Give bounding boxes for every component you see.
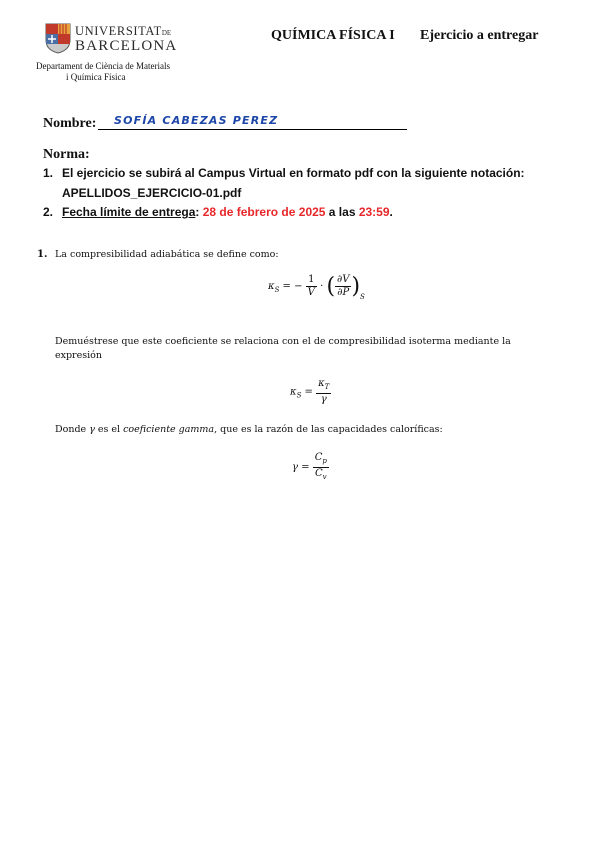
equation-compressibility-relation: $\kappa_S$ = $\frac{\kappa_T}{\gamma}$ (290, 378, 330, 405)
rule-1-text: El ejercicio se subirá al Campus Virtual en formato pdf con la siguiente notación: (62, 166, 525, 180)
equation-adiabatic-compressibility: $\kappa_S$ = − $\frac{1}{V}$ · ( $\frac{\partial V}{\partial P}$ )$_S$ (268, 274, 365, 301)
department-line-2: i Química Física (66, 72, 126, 82)
university-crest-icon (45, 22, 71, 54)
student-name: SOFÍA CABEZAS PEREZ (114, 114, 279, 127)
logo-line-1: UNIVERSITATDE (75, 24, 172, 38)
deadline-label: Fecha límite de entrega (62, 205, 196, 219)
rules-heading: Norma: (43, 147, 90, 162)
deadline-time: 23:59 (358, 205, 390, 219)
department-line-1: Departament de Ciència de Materials (36, 61, 170, 71)
gamma-definition-text: Donde γ es el coeficiente gamma, que es la razón de las capacidades caloríficas: (55, 424, 443, 435)
problem-number: 1. (37, 249, 48, 260)
rule-2-number: 2. (43, 205, 54, 219)
university-logo (45, 22, 178, 56)
equation-gamma: γ = $\frac{C_p}{C_v}$ (292, 452, 327, 481)
rule-1-filename: APELLIDOS_EJERCICIO-01.pdf (62, 186, 242, 200)
rule-1-number: 1. (43, 166, 54, 180)
problem-intro: La compresibilidad adiabática se define como: (55, 249, 279, 260)
name-label: Nombre: (43, 116, 97, 131)
deadline-date: 28 de febrero de 2025 (202, 205, 326, 219)
rule-2-text: Fecha límite de entrega: 28 de febrero de 2025 a las 23:59. (62, 205, 393, 219)
problem-statement-line-1: Demuéstrese que este coeficiente se relaciona con el de compresibilidad isoterma mediante la (55, 336, 511, 347)
name-underline (98, 129, 407, 130)
course-title: QUÍMICA FÍSICA I (271, 28, 395, 43)
logo-line-2: BARCELONA (75, 38, 178, 54)
problem-statement-line-2: expresión (55, 350, 102, 361)
task-title: Ejercicio a entregar (420, 28, 539, 43)
